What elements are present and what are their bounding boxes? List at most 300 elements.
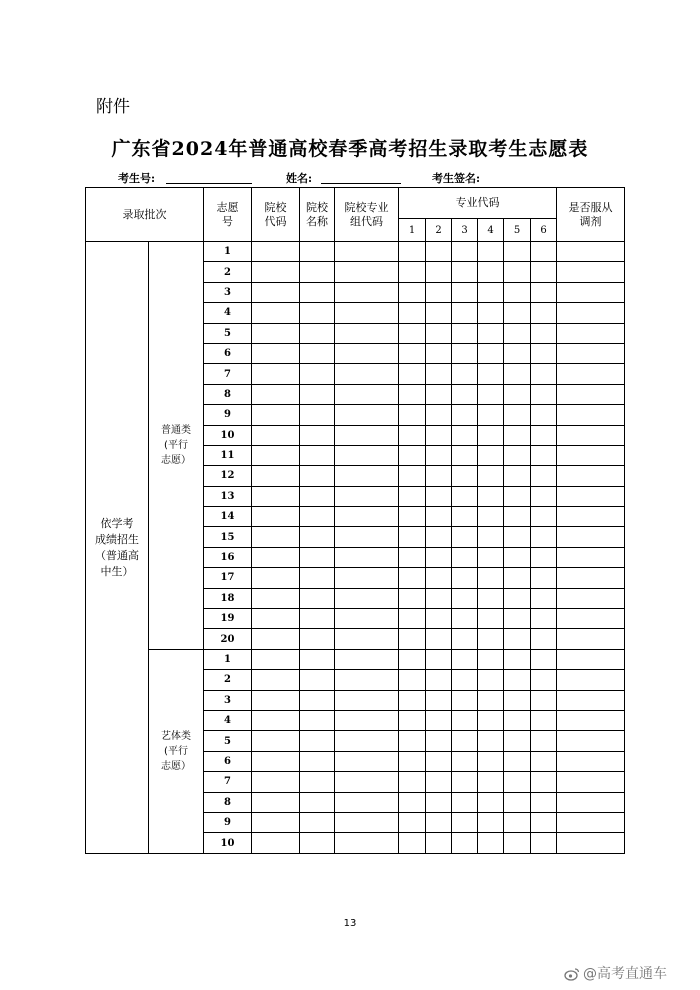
major-code-cell-3[interactable] [452, 547, 478, 567]
school-code-cell[interactable] [252, 568, 300, 588]
school-code-cell[interactable] [252, 629, 300, 649]
major-code-cell-5[interactable] [504, 629, 531, 649]
major-code-cell-5[interactable] [504, 507, 531, 527]
major-code-cell-5[interactable] [504, 486, 531, 506]
group-code-cell[interactable] [335, 445, 399, 465]
major-code-cell-1[interactable] [399, 486, 426, 506]
school-code-cell[interactable] [252, 609, 300, 629]
adjust-cell[interactable] [557, 588, 625, 608]
school-name-cell[interactable] [300, 425, 335, 445]
major-code-cell-3[interactable] [452, 242, 478, 262]
major-code-cell-6[interactable] [531, 405, 557, 425]
group-code-cell[interactable] [335, 527, 399, 547]
major-code-cell-2[interactable] [426, 772, 452, 792]
school-code-cell[interactable] [252, 384, 300, 404]
major-code-cell-3[interactable] [452, 731, 478, 751]
major-code-cell-3[interactable] [452, 262, 478, 282]
school-code-cell[interactable] [252, 282, 300, 302]
major-code-cell-2[interactable] [426, 670, 452, 690]
school-code-cell[interactable] [252, 323, 300, 343]
major-code-cell-5[interactable] [504, 364, 531, 384]
school-code-cell[interactable] [252, 772, 300, 792]
school-name-cell[interactable] [300, 670, 335, 690]
major-code-cell-2[interactable] [426, 323, 452, 343]
group-code-cell[interactable] [335, 486, 399, 506]
school-name-cell[interactable] [300, 507, 335, 527]
major-code-cell-3[interactable] [452, 710, 478, 730]
major-code-cell-5[interactable] [504, 568, 531, 588]
school-code-cell[interactable] [252, 364, 300, 384]
major-code-cell-6[interactable] [531, 507, 557, 527]
major-code-cell-2[interactable] [426, 242, 452, 262]
major-code-cell-1[interactable] [399, 568, 426, 588]
school-code-cell[interactable] [252, 527, 300, 547]
major-code-cell-1[interactable] [399, 812, 426, 832]
adjust-cell[interactable] [557, 812, 625, 832]
school-name-cell[interactable] [300, 792, 335, 812]
group-code-cell[interactable] [335, 670, 399, 690]
group-code-cell[interactable] [335, 364, 399, 384]
major-code-cell-2[interactable] [426, 384, 452, 404]
major-code-cell-2[interactable] [426, 690, 452, 710]
major-code-cell-2[interactable] [426, 588, 452, 608]
major-code-cell-1[interactable] [399, 527, 426, 547]
major-code-cell-1[interactable] [399, 710, 426, 730]
major-code-cell-2[interactable] [426, 486, 452, 506]
major-code-cell-4[interactable] [478, 710, 504, 730]
school-name-cell[interactable] [300, 772, 335, 792]
major-code-cell-3[interactable] [452, 425, 478, 445]
major-code-cell-2[interactable] [426, 262, 452, 282]
adjust-cell[interactable] [557, 731, 625, 751]
major-code-cell-3[interactable] [452, 364, 478, 384]
school-name-cell[interactable] [300, 405, 335, 425]
major-code-cell-6[interactable] [531, 792, 557, 812]
school-code-cell[interactable] [252, 833, 300, 854]
major-code-cell-1[interactable] [399, 262, 426, 282]
school-code-cell[interactable] [252, 466, 300, 486]
major-code-cell-1[interactable] [399, 364, 426, 384]
major-code-cell-1[interactable] [399, 242, 426, 262]
major-code-cell-4[interactable] [478, 262, 504, 282]
school-code-cell[interactable] [252, 690, 300, 710]
major-code-cell-5[interactable] [504, 547, 531, 567]
major-code-cell-6[interactable] [531, 710, 557, 730]
major-code-cell-2[interactable] [426, 731, 452, 751]
adjust-cell[interactable] [557, 527, 625, 547]
major-code-cell-4[interactable] [478, 303, 504, 323]
school-name-cell[interactable] [300, 527, 335, 547]
major-code-cell-2[interactable] [426, 282, 452, 302]
adjust-cell[interactable] [557, 772, 625, 792]
school-name-cell[interactable] [300, 364, 335, 384]
school-code-cell[interactable] [252, 425, 300, 445]
major-code-cell-6[interactable] [531, 486, 557, 506]
adjust-cell[interactable] [557, 262, 625, 282]
major-code-cell-1[interactable] [399, 466, 426, 486]
major-code-cell-4[interactable] [478, 364, 504, 384]
major-code-cell-1[interactable] [399, 609, 426, 629]
major-code-cell-4[interactable] [478, 343, 504, 363]
school-code-cell[interactable] [252, 710, 300, 730]
major-code-cell-5[interactable] [504, 445, 531, 465]
school-name-cell[interactable] [300, 486, 335, 506]
adjust-cell[interactable] [557, 833, 625, 854]
major-code-cell-4[interactable] [478, 507, 504, 527]
group-code-cell[interactable] [335, 507, 399, 527]
major-code-cell-3[interactable] [452, 323, 478, 343]
major-code-cell-4[interactable] [478, 609, 504, 629]
major-code-cell-5[interactable] [504, 303, 531, 323]
school-name-cell[interactable] [300, 731, 335, 751]
major-code-cell-2[interactable] [426, 507, 452, 527]
major-code-cell-6[interactable] [531, 609, 557, 629]
major-code-cell-6[interactable] [531, 445, 557, 465]
school-name-cell[interactable] [300, 649, 335, 669]
major-code-cell-5[interactable] [504, 343, 531, 363]
group-code-cell[interactable] [335, 262, 399, 282]
major-code-cell-3[interactable] [452, 303, 478, 323]
adjust-cell[interactable] [557, 242, 625, 262]
major-code-cell-5[interactable] [504, 384, 531, 404]
group-code-cell[interactable] [335, 405, 399, 425]
major-code-cell-2[interactable] [426, 568, 452, 588]
major-code-cell-5[interactable] [504, 792, 531, 812]
major-code-cell-6[interactable] [531, 568, 557, 588]
major-code-cell-6[interactable] [531, 731, 557, 751]
major-code-cell-1[interactable] [399, 507, 426, 527]
adjust-cell[interactable] [557, 629, 625, 649]
school-code-cell[interactable] [252, 649, 300, 669]
major-code-cell-3[interactable] [452, 690, 478, 710]
major-code-cell-3[interactable] [452, 445, 478, 465]
major-code-cell-4[interactable] [478, 405, 504, 425]
school-code-cell[interactable] [252, 670, 300, 690]
major-code-cell-2[interactable] [426, 527, 452, 547]
major-code-cell-6[interactable] [531, 242, 557, 262]
school-code-cell[interactable] [252, 731, 300, 751]
major-code-cell-3[interactable] [452, 751, 478, 771]
major-code-cell-4[interactable] [478, 649, 504, 669]
school-code-cell[interactable] [252, 588, 300, 608]
major-code-cell-5[interactable] [504, 588, 531, 608]
major-code-cell-3[interactable] [452, 588, 478, 608]
school-code-cell[interactable] [252, 792, 300, 812]
group-code-cell[interactable] [335, 425, 399, 445]
major-code-cell-1[interactable] [399, 343, 426, 363]
major-code-cell-5[interactable] [504, 242, 531, 262]
major-code-cell-4[interactable] [478, 466, 504, 486]
major-code-cell-6[interactable] [531, 303, 557, 323]
major-code-cell-5[interactable] [504, 772, 531, 792]
major-code-cell-5[interactable] [504, 751, 531, 771]
major-code-cell-4[interactable] [478, 425, 504, 445]
adjust-cell[interactable] [557, 486, 625, 506]
major-code-cell-5[interactable] [504, 282, 531, 302]
major-code-cell-3[interactable] [452, 670, 478, 690]
major-code-cell-4[interactable] [478, 282, 504, 302]
school-name-cell[interactable] [300, 588, 335, 608]
major-code-cell-5[interactable] [504, 710, 531, 730]
adjust-cell[interactable] [557, 710, 625, 730]
adjust-cell[interactable] [557, 425, 625, 445]
school-name-cell[interactable] [300, 751, 335, 771]
major-code-cell-6[interactable] [531, 466, 557, 486]
major-code-cell-4[interactable] [478, 772, 504, 792]
major-code-cell-6[interactable] [531, 527, 557, 547]
adjust-cell[interactable] [557, 343, 625, 363]
adjust-cell[interactable] [557, 384, 625, 404]
major-code-cell-5[interactable] [504, 466, 531, 486]
school-code-cell[interactable] [252, 486, 300, 506]
adjust-cell[interactable] [557, 690, 625, 710]
major-code-cell-6[interactable] [531, 384, 557, 404]
major-code-cell-3[interactable] [452, 812, 478, 832]
major-code-cell-5[interactable] [504, 405, 531, 425]
major-code-cell-5[interactable] [504, 670, 531, 690]
group-code-cell[interactable] [335, 833, 399, 854]
major-code-cell-5[interactable] [504, 323, 531, 343]
major-code-cell-4[interactable] [478, 731, 504, 751]
major-code-cell-1[interactable] [399, 772, 426, 792]
school-name-cell[interactable] [300, 833, 335, 854]
major-code-cell-3[interactable] [452, 384, 478, 404]
adjust-cell[interactable] [557, 649, 625, 669]
major-code-cell-6[interactable] [531, 629, 557, 649]
major-code-cell-2[interactable] [426, 792, 452, 812]
group-code-cell[interactable] [335, 568, 399, 588]
group-code-cell[interactable] [335, 792, 399, 812]
school-code-cell[interactable] [252, 262, 300, 282]
major-code-cell-6[interactable] [531, 323, 557, 343]
school-name-cell[interactable] [300, 629, 335, 649]
group-code-cell[interactable] [335, 547, 399, 567]
school-name-cell[interactable] [300, 242, 335, 262]
school-code-cell[interactable] [252, 343, 300, 363]
group-code-cell[interactable] [335, 384, 399, 404]
major-code-cell-6[interactable] [531, 282, 557, 302]
major-code-cell-1[interactable] [399, 282, 426, 302]
major-code-cell-6[interactable] [531, 364, 557, 384]
group-code-cell[interactable] [335, 812, 399, 832]
school-code-cell[interactable] [252, 242, 300, 262]
major-code-cell-1[interactable] [399, 649, 426, 669]
school-code-cell[interactable] [252, 507, 300, 527]
major-code-cell-1[interactable] [399, 833, 426, 854]
major-code-cell-4[interactable] [478, 547, 504, 567]
major-code-cell-3[interactable] [452, 568, 478, 588]
group-code-cell[interactable] [335, 282, 399, 302]
major-code-cell-2[interactable] [426, 629, 452, 649]
major-code-cell-5[interactable] [504, 812, 531, 832]
major-code-cell-2[interactable] [426, 364, 452, 384]
group-code-cell[interactable] [335, 751, 399, 771]
adjust-cell[interactable] [557, 609, 625, 629]
major-code-cell-4[interactable] [478, 486, 504, 506]
adjust-cell[interactable] [557, 547, 625, 567]
major-code-cell-6[interactable] [531, 690, 557, 710]
major-code-cell-6[interactable] [531, 833, 557, 854]
major-code-cell-3[interactable] [452, 527, 478, 547]
group-code-cell[interactable] [335, 466, 399, 486]
major-code-cell-4[interactable] [478, 527, 504, 547]
school-name-cell[interactable] [300, 445, 335, 465]
major-code-cell-5[interactable] [504, 527, 531, 547]
major-code-cell-4[interactable] [478, 384, 504, 404]
school-name-cell[interactable] [300, 710, 335, 730]
adjust-cell[interactable] [557, 507, 625, 527]
major-code-cell-1[interactable] [399, 405, 426, 425]
major-code-cell-1[interactable] [399, 588, 426, 608]
major-code-cell-4[interactable] [478, 833, 504, 854]
school-name-cell[interactable] [300, 343, 335, 363]
major-code-cell-6[interactable] [531, 425, 557, 445]
major-code-cell-5[interactable] [504, 833, 531, 854]
major-code-cell-3[interactable] [452, 772, 478, 792]
major-code-cell-3[interactable] [452, 486, 478, 506]
major-code-cell-2[interactable] [426, 812, 452, 832]
major-code-cell-1[interactable] [399, 445, 426, 465]
adjust-cell[interactable] [557, 751, 625, 771]
adjust-cell[interactable] [557, 405, 625, 425]
major-code-cell-4[interactable] [478, 690, 504, 710]
major-code-cell-4[interactable] [478, 568, 504, 588]
school-name-cell[interactable] [300, 282, 335, 302]
adjust-cell[interactable] [557, 445, 625, 465]
major-code-cell-5[interactable] [504, 731, 531, 751]
group-code-cell[interactable] [335, 690, 399, 710]
major-code-cell-3[interactable] [452, 282, 478, 302]
major-code-cell-3[interactable] [452, 609, 478, 629]
major-code-cell-1[interactable] [399, 751, 426, 771]
group-code-cell[interactable] [335, 588, 399, 608]
school-name-cell[interactable] [300, 568, 335, 588]
major-code-cell-3[interactable] [452, 405, 478, 425]
major-code-cell-3[interactable] [452, 629, 478, 649]
major-code-cell-4[interactable] [478, 323, 504, 343]
major-code-cell-3[interactable] [452, 466, 478, 486]
group-code-cell[interactable] [335, 343, 399, 363]
major-code-cell-5[interactable] [504, 609, 531, 629]
school-name-cell[interactable] [300, 323, 335, 343]
major-code-cell-1[interactable] [399, 670, 426, 690]
major-code-cell-5[interactable] [504, 649, 531, 669]
major-code-cell-3[interactable] [452, 343, 478, 363]
major-code-cell-2[interactable] [426, 547, 452, 567]
adjust-cell[interactable] [557, 282, 625, 302]
adjust-cell[interactable] [557, 670, 625, 690]
major-code-cell-6[interactable] [531, 547, 557, 567]
major-code-cell-2[interactable] [426, 343, 452, 363]
group-code-cell[interactable] [335, 323, 399, 343]
major-code-cell-2[interactable] [426, 466, 452, 486]
major-code-cell-1[interactable] [399, 384, 426, 404]
major-code-cell-4[interactable] [478, 588, 504, 608]
group-code-cell[interactable] [335, 303, 399, 323]
major-code-cell-2[interactable] [426, 649, 452, 669]
group-code-cell[interactable] [335, 242, 399, 262]
major-code-cell-4[interactable] [478, 812, 504, 832]
adjust-cell[interactable] [557, 568, 625, 588]
major-code-cell-1[interactable] [399, 731, 426, 751]
major-code-cell-1[interactable] [399, 303, 426, 323]
school-code-cell[interactable] [252, 303, 300, 323]
major-code-cell-5[interactable] [504, 425, 531, 445]
major-code-cell-3[interactable] [452, 649, 478, 669]
major-code-cell-4[interactable] [478, 792, 504, 812]
school-name-cell[interactable] [300, 812, 335, 832]
school-name-cell[interactable] [300, 262, 335, 282]
group-code-cell[interactable] [335, 731, 399, 751]
school-code-cell[interactable] [252, 812, 300, 832]
school-name-cell[interactable] [300, 609, 335, 629]
group-code-cell[interactable] [335, 629, 399, 649]
major-code-cell-2[interactable] [426, 425, 452, 445]
school-name-cell[interactable] [300, 690, 335, 710]
major-code-cell-6[interactable] [531, 588, 557, 608]
major-code-cell-1[interactable] [399, 792, 426, 812]
major-code-cell-6[interactable] [531, 812, 557, 832]
major-code-cell-1[interactable] [399, 425, 426, 445]
group-code-cell[interactable] [335, 649, 399, 669]
major-code-cell-1[interactable] [399, 690, 426, 710]
major-code-cell-5[interactable] [504, 262, 531, 282]
major-code-cell-4[interactable] [478, 751, 504, 771]
major-code-cell-4[interactable] [478, 445, 504, 465]
major-code-cell-6[interactable] [531, 772, 557, 792]
school-name-cell[interactable] [300, 547, 335, 567]
major-code-cell-4[interactable] [478, 670, 504, 690]
major-code-cell-1[interactable] [399, 323, 426, 343]
major-code-cell-3[interactable] [452, 507, 478, 527]
major-code-cell-3[interactable] [452, 833, 478, 854]
major-code-cell-3[interactable] [452, 792, 478, 812]
major-code-cell-6[interactable] [531, 262, 557, 282]
major-code-cell-6[interactable] [531, 670, 557, 690]
school-code-cell[interactable] [252, 751, 300, 771]
major-code-cell-5[interactable] [504, 690, 531, 710]
major-code-cell-6[interactable] [531, 343, 557, 363]
school-name-cell[interactable] [300, 466, 335, 486]
adjust-cell[interactable] [557, 323, 625, 343]
major-code-cell-6[interactable] [531, 751, 557, 771]
school-name-cell[interactable] [300, 384, 335, 404]
major-code-cell-1[interactable] [399, 547, 426, 567]
adjust-cell[interactable] [557, 303, 625, 323]
major-code-cell-2[interactable] [426, 710, 452, 730]
adjust-cell[interactable] [557, 466, 625, 486]
school-code-cell[interactable] [252, 547, 300, 567]
major-code-cell-2[interactable] [426, 833, 452, 854]
major-code-cell-6[interactable] [531, 649, 557, 669]
group-code-cell[interactable] [335, 772, 399, 792]
school-code-cell[interactable] [252, 405, 300, 425]
major-code-cell-2[interactable] [426, 303, 452, 323]
group-code-cell[interactable] [335, 609, 399, 629]
adjust-cell[interactable] [557, 364, 625, 384]
major-code-cell-2[interactable] [426, 751, 452, 771]
major-code-cell-4[interactable] [478, 242, 504, 262]
major-code-cell-2[interactable] [426, 609, 452, 629]
major-code-cell-2[interactable] [426, 405, 452, 425]
major-code-cell-4[interactable] [478, 629, 504, 649]
school-code-cell[interactable] [252, 445, 300, 465]
major-code-cell-1[interactable] [399, 629, 426, 649]
group-code-cell[interactable] [335, 710, 399, 730]
school-name-cell[interactable] [300, 303, 335, 323]
major-code-cell-2[interactable] [426, 445, 452, 465]
adjust-cell[interactable] [557, 792, 625, 812]
